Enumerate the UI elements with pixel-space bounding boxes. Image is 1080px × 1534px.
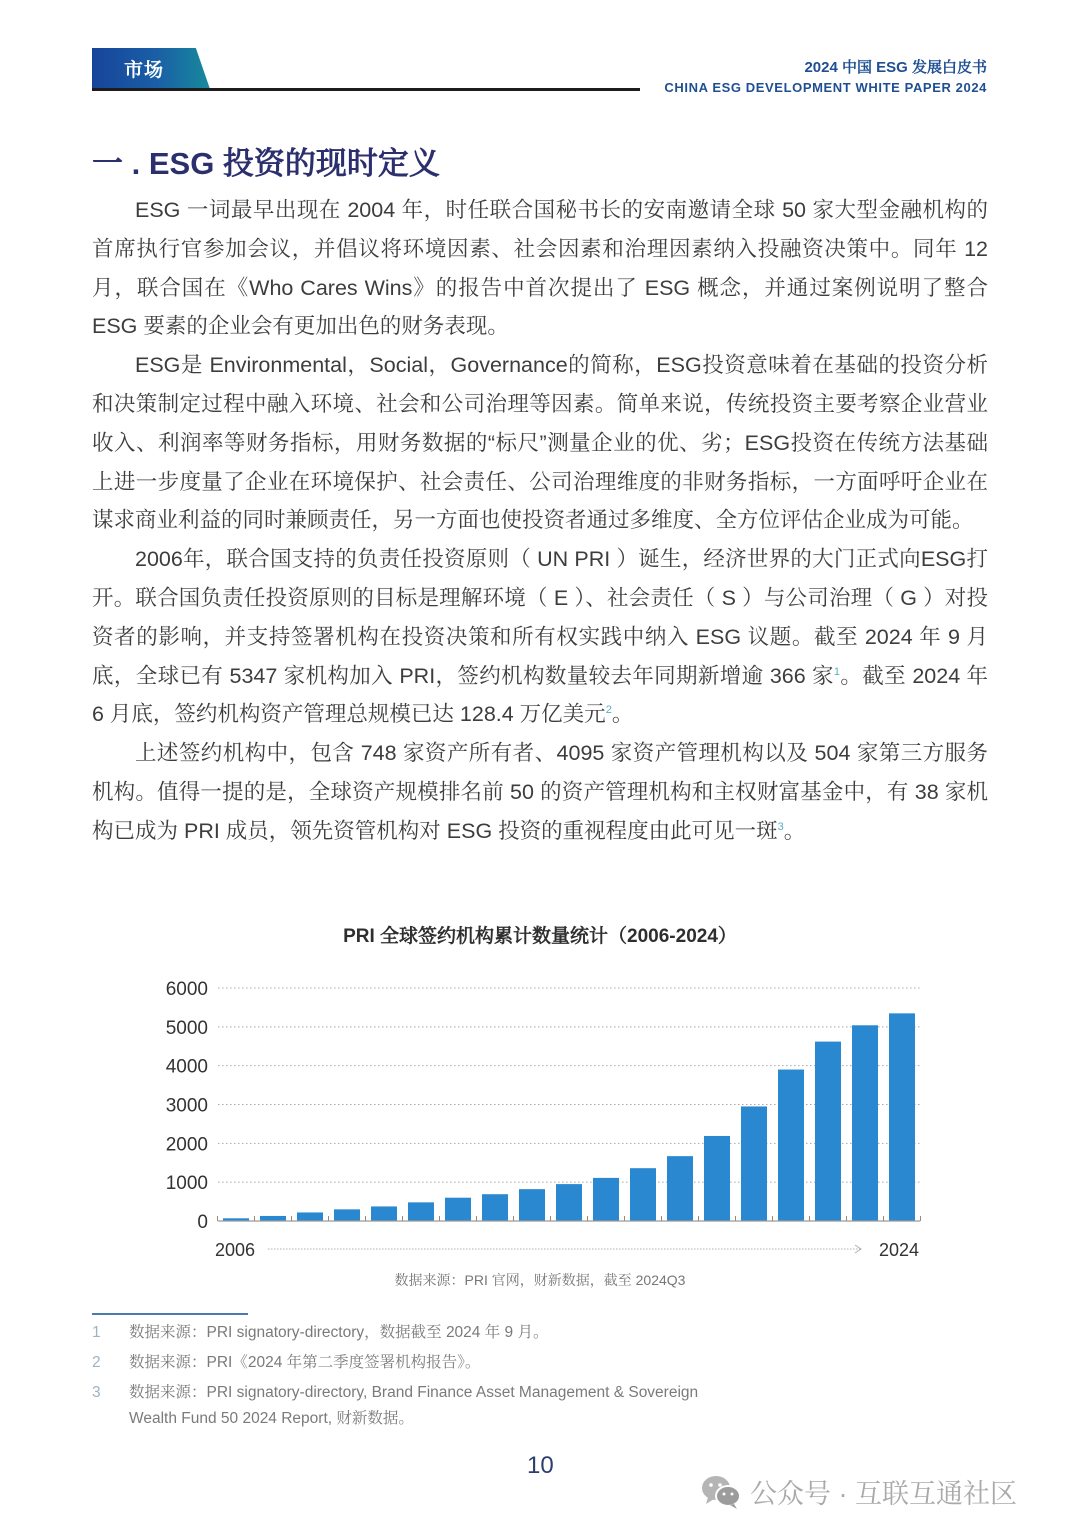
- paragraph-text: 。: [611, 702, 634, 727]
- paragraph-text: 。: [783, 818, 806, 843]
- paragraph: ESG是 Environmental，Social，Governance的简称，ESG投资意味着在基础的投资分析和决策制定过程中融入环境、社会和公司治理等因素。简单来说，传统投资主要考察企业营业收入、利润率等财务指标，用财务数据的“标尺”测量企业的优、劣；ESG投资在传统方法基础上进一步度量了企业在环境保护、社会责任、公司治理维度的非财务指标，一方面呼吁企业在谋求商业利益的同时兼顾责任，另一方面也使投资者通过多维度、全方位评估企业成为可能。: [92, 353, 988, 533]
- paragraph-text: 上述签约机构中，包含 748 家资产所有者、4095 家资产管理机构以及 504 家第三方服务机构。值得一提的是，全球资产规模排名前 50 的资产管理机构和主权财富基金中，有 38 家机构已成为 PRI 成员，领先资管机构对 ESG 投资的重视程度由此可见一斑: [92, 741, 988, 843]
- bar-2010: [371, 1206, 397, 1221]
- bar-2020: [741, 1106, 767, 1221]
- footnote-ref[interactable]: 2: [605, 704, 612, 717]
- paragraph: [92, 734, 988, 850]
- footnote-number: 2: [92, 1354, 101, 1371]
- bar-2009: [334, 1209, 360, 1221]
- y-tick-label: 2000: [165, 1134, 208, 1156]
- watermark-text: 公众号 · 互联互通社区: [750, 1479, 1017, 1509]
- x-end-label: 2024: [879, 1240, 920, 1260]
- footnote-ref[interactable]: 3: [777, 820, 784, 833]
- bars: [223, 1013, 915, 1221]
- bar-2021: [778, 1070, 804, 1221]
- chart-source: 数据来源：PRI 官网，财新数据，截至 2024Q3: [394, 1272, 686, 1288]
- arrow-head-icon: [855, 1245, 861, 1253]
- bar-2008: [297, 1212, 323, 1221]
- body-text: [92, 191, 988, 851]
- bar-2019: [704, 1136, 730, 1221]
- footnote-number: 1: [92, 1324, 101, 1341]
- y-tick-label: 5000: [165, 1017, 208, 1039]
- bar-2013: [482, 1194, 508, 1221]
- footnote-text: 数据来源：PRI《2024 年第二季度签署机构报告》。: [129, 1354, 481, 1371]
- paragraph: [92, 540, 988, 734]
- x-axis-labels: [215, 1240, 919, 1260]
- footnotes: [92, 1320, 712, 1432]
- y-axis-ticks: [166, 979, 208, 1233]
- y-tick-label: 1000: [165, 1173, 208, 1195]
- bar-2023: [852, 1025, 878, 1221]
- footnote: [92, 1350, 712, 1376]
- bar-chart: [0, 960, 1080, 1265]
- footnote-number: 3: [92, 1384, 101, 1401]
- footnote-text: 数据来源：PRI signatory-directory, Brand Finance Asset Management & Sovereign Wealth Fund 50 2024 Report, 财新数据。: [129, 1384, 699, 1427]
- bar-2016: [593, 1178, 619, 1221]
- bar-2017: [630, 1168, 656, 1221]
- bar-2018: [667, 1156, 693, 1221]
- y-tick-label: 4000: [165, 1056, 208, 1078]
- footnote: [92, 1380, 712, 1432]
- bar-2011: [408, 1202, 434, 1221]
- y-tick-label: 6000: [165, 979, 208, 1000]
- section-heading: 一 . ESG 投资的现时定义: [92, 146, 440, 181]
- paragraph: ESG 一词最早出现在 2004 年，时任联合国秘书长的安南邀请全球 50 家大型金融机构的首席执行官参加会议，并倡议将环境因素、社会因素和治理因素纳入投融资决策中。同年 12 月，联合国在《Who Cares Wins》的报告中首次提出了 ESG 概念，并通过案例说明了整合 ESG 要素的企业会有更加出色的财务表现。: [92, 198, 988, 339]
- document-title-cn: 2024 中国 ESG 发展白皮书: [804, 59, 987, 76]
- paragraph-text: 。截至 2024 年 6 月底，签约机构资产管理总规模已达 128.4 万亿美元: [92, 663, 988, 727]
- watermark: [700, 1472, 1017, 1511]
- bar-2014: [519, 1189, 545, 1221]
- footnote-text: 数据来源：PRI signatory-directory，数据截至 2024 年 9 月。: [129, 1324, 549, 1341]
- grid-lines: [218, 988, 920, 1182]
- bar-2022: [815, 1042, 841, 1221]
- bar-2012: [445, 1198, 471, 1221]
- bar-2007: [260, 1216, 286, 1221]
- wechat-icon: [700, 1474, 742, 1510]
- footnote-ref[interactable]: 1: [833, 665, 841, 678]
- document-title-en: CHINA ESG DEVELOPMENT WHITE PAPER 2024: [664, 80, 987, 95]
- header-divider: [92, 88, 640, 91]
- y-tick-label: 0: [197, 1212, 208, 1233]
- x-start-label: 2006: [215, 1240, 256, 1260]
- footnote: [92, 1320, 712, 1346]
- y-tick-label: 3000: [165, 1095, 208, 1117]
- bar-2015: [556, 1184, 582, 1221]
- chart-title: PRI 全球签约机构累计数量统计（2006-2024）: [343, 926, 737, 947]
- page-number: 10: [527, 1452, 554, 1479]
- bar-2024: [889, 1013, 915, 1221]
- footnote-divider: [92, 1313, 248, 1315]
- section-tab-label: 市场: [124, 60, 165, 81]
- paragraph-text: 2006年，联合国支持的负责任投资原则（ UN PRI ）诞生，经济世界的大门正式向ESG打开。联合国负责任投资原则的目标是理解环境（ E ）、社会责任（ S ）与公司治理（ G ）对投资者的影响，并支持签署机构在投资决策和所有权实践中纳入 ESG 议题。截至 2024 年 9 月底，全球已有 5347 家机构加入 PRI，签约机构数量较去年同期新增逾 366 家: [92, 547, 988, 688]
